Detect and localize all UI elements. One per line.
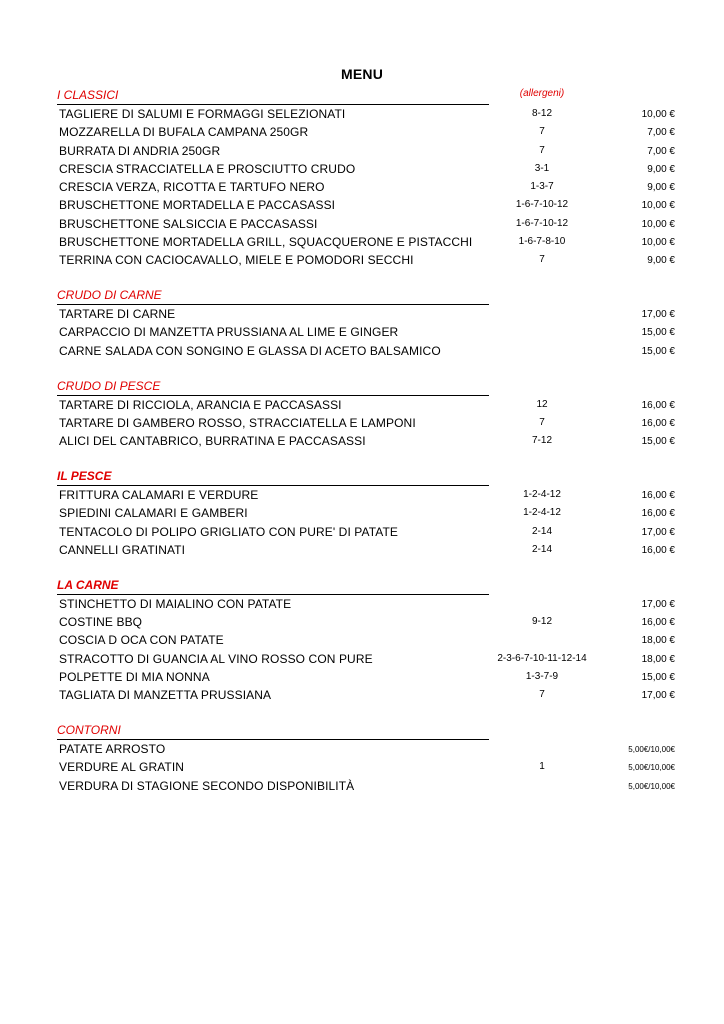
dish-name: TARTARE DI RICCIOLA, ARANCIA E PACCASASSI (59, 397, 342, 412)
section-title: I CLASSICI (57, 88, 119, 102)
dish-price: 10,00 € (641, 237, 675, 249)
menu-item (57, 123, 677, 141)
dish-allergens: 3-1 (534, 162, 550, 174)
menu-item (57, 323, 677, 341)
dish-price: 17,00 € (641, 526, 675, 538)
menu-item (57, 650, 677, 668)
menu-item (57, 631, 677, 649)
section-header (57, 722, 677, 740)
dish-name: FRITTURA CALAMARI E VERDURE (59, 487, 259, 502)
allergens-column-header: (allergeni) (519, 88, 565, 99)
dish-allergens: 2-14 (531, 543, 552, 555)
dish-allergens: 1-6-7-10-12 (515, 217, 569, 229)
dish-price: 9,00 € (647, 163, 675, 175)
dish-allergens: 2-14 (531, 525, 552, 537)
dish-allergens: 12 (536, 398, 548, 410)
dish-price: 7,00 € (647, 127, 675, 139)
menu-item (57, 196, 677, 214)
dish-price: 16,00 € (641, 616, 675, 628)
dish-price: 17,00 € (641, 598, 675, 610)
dish-price: 17,00 € (641, 309, 675, 321)
menu-item (57, 233, 677, 251)
dish-price: 16,00 € (641, 399, 675, 411)
dish-allergens: 1-3-7 (530, 181, 554, 193)
section-gap (57, 270, 677, 288)
dish-price: 5,00€/10,00€ (628, 763, 675, 773)
dish-name: CRESCIA VERZA, RICOTTA E TARTUFO NERO (59, 180, 325, 195)
dish-allergens: 7 (539, 416, 545, 428)
menu-item (57, 414, 677, 432)
section-header (57, 87, 677, 105)
menu-item (57, 523, 677, 541)
dish-allergens: 7 (539, 126, 545, 138)
section-title: CRUDO DI PESCE (57, 378, 161, 393)
dish-name: POLPETTE DI MIA NONNA (59, 669, 210, 684)
dish-name: CARPACCIO DI MANZETTA PRUSSIANA AL LIME E GINGER (59, 325, 399, 340)
menu-item (57, 541, 677, 559)
dish-price: 16,00 € (641, 489, 675, 501)
dish-price: 10,00 € (641, 218, 675, 230)
menu-item (57, 105, 677, 123)
section-gap (57, 450, 677, 468)
menu-item (57, 215, 677, 233)
dish-name: SPIEDINI CALAMARI E GAMBERI (59, 506, 248, 521)
dish-allergens: 1-2-4-12 (523, 488, 561, 500)
dish-name: VERDURE AL GRATIN (59, 760, 185, 775)
menu-item (57, 342, 677, 360)
dish-name: VERDURA DI STAGIONE SECONDO DISPONIBILITÀ (59, 778, 355, 793)
menu-item (57, 486, 677, 504)
dish-price: 7,00 € (647, 145, 675, 157)
dish-price: 5,00€/10,00€ (628, 781, 675, 791)
dish-name: COSTINE BBQ (59, 614, 143, 629)
section-header (57, 577, 677, 595)
dish-name: STINCHETTO DI MAIALINO CON PATATE (59, 596, 292, 611)
section-header (57, 378, 677, 396)
menu-item (57, 613, 677, 631)
dish-price: 18,00 € (641, 653, 675, 665)
dish-price: 15,00 € (641, 345, 675, 357)
dish-price: 16,00 € (641, 417, 675, 429)
dish-allergens: 1-6-7-8-10 (518, 236, 566, 248)
dish-price: 9,00 € (647, 255, 675, 267)
dish-price: 10,00 € (641, 200, 675, 212)
dish-allergens: 1-2-4-12 (523, 507, 561, 519)
dish-name: TAGLIERE DI SALUMI E FORMAGGI SELEZIONATI (59, 107, 346, 121)
dish-allergens: 1-3-7-9 (525, 670, 559, 682)
dish-name: CRESCIA STRACCIATELLA E PROSCIUTTO CRUDO (59, 161, 356, 176)
section-title: CONTORNI (57, 722, 121, 737)
dish-price: 10,00 € (641, 109, 675, 120)
dish-name: BRUSCHETTONE MORTADELLA E PACCASASSI (59, 198, 336, 213)
dish-name: TARTARE DI CARNE (59, 307, 176, 322)
dish-name: CANNELLI GRATINATI (59, 542, 186, 557)
dish-allergens: 8-12 (531, 108, 552, 119)
dish-price: 17,00 € (641, 690, 675, 702)
menu-item (57, 686, 677, 704)
dish-allergens: 1-6-7-10-12 (515, 199, 569, 211)
dish-name: ALICI DEL CANTABRICO, BURRATINA E PACCASASSI (59, 434, 366, 449)
dish-price: 9,00 € (647, 182, 675, 194)
dish-name: TENTACOLO DI POLIPO GRIGLIATO CON PURE' DI PATATE (59, 524, 399, 539)
dish-price: 15,00 € (641, 436, 675, 448)
menu-item (57, 142, 677, 160)
menu-title: MENU (340, 66, 384, 82)
section-header (57, 287, 677, 305)
menu-list (57, 87, 677, 795)
menu-item (57, 178, 677, 196)
menu-item (57, 504, 677, 522)
dish-allergens: 9-12 (531, 615, 552, 627)
dish-allergens: 7 (539, 144, 545, 156)
menu-item (57, 305, 677, 323)
dish-allergens: 1 (539, 761, 545, 773)
section-gap (57, 704, 677, 722)
dish-price: 5,00€/10,00€ (628, 744, 675, 754)
menu-item (57, 668, 677, 686)
menu-item (57, 777, 677, 795)
dish-name: TAGLIATA DI MANZETTA PRUSSIANA (59, 688, 272, 703)
dish-price: 15,00 € (641, 671, 675, 683)
dish-name: BURRATA DI ANDRIA 250GR (59, 143, 221, 158)
dish-name: MOZZARELLA DI BUFALA CAMPANA 250GR (59, 125, 309, 140)
section-gap (57, 360, 677, 378)
dish-price: 18,00 € (641, 635, 675, 647)
section-header (57, 468, 677, 486)
menu-item (57, 432, 677, 450)
section-title: IL PESCE (57, 468, 112, 483)
dish-price: 15,00 € (641, 327, 675, 339)
section-title: LA CARNE (57, 577, 119, 592)
dish-name: BRUSCHETTONE MORTADELLA GRILL, SQUACQUERONE E PISTACCHI (59, 235, 473, 250)
menu-item (57, 396, 677, 414)
dish-name: COSCIA D OCA CON PATATE (59, 633, 224, 648)
dish-allergens: 2-3-6-7-10-11-12-14 (497, 652, 587, 664)
dish-name: TARTARE DI GAMBERO ROSSO, STRACCIATELLA E LAMPONI (59, 415, 416, 430)
section-gap (57, 559, 677, 577)
dish-allergens: 7 (539, 689, 545, 701)
dish-name: STRACOTTO DI GUANCIA AL VINO ROSSO CON PURE (59, 651, 373, 666)
dish-allergens: 7 (539, 254, 545, 266)
menu-item (57, 160, 677, 178)
dish-name: PATATE ARROSTO (59, 741, 166, 756)
menu-item (57, 758, 677, 776)
dish-name: TERRINA CON CACIOCAVALLO, MIELE E POMODORI SECCHI (59, 253, 414, 268)
dish-price: 16,00 € (641, 508, 675, 520)
menu-item (57, 595, 677, 613)
dish-name: BRUSCHETTONE SALSICCIA E PACCASASSI (59, 216, 318, 231)
section-title: CRUDO DI CARNE (57, 288, 162, 303)
dish-price: 16,00 € (641, 544, 675, 556)
menu-item (57, 251, 677, 269)
menu-item (57, 740, 677, 758)
dish-name: CARNE SALADA CON SONGINO E GLASSA DI ACETO BALSAMICO (59, 343, 441, 358)
dish-allergens: 7-12 (531, 435, 552, 447)
